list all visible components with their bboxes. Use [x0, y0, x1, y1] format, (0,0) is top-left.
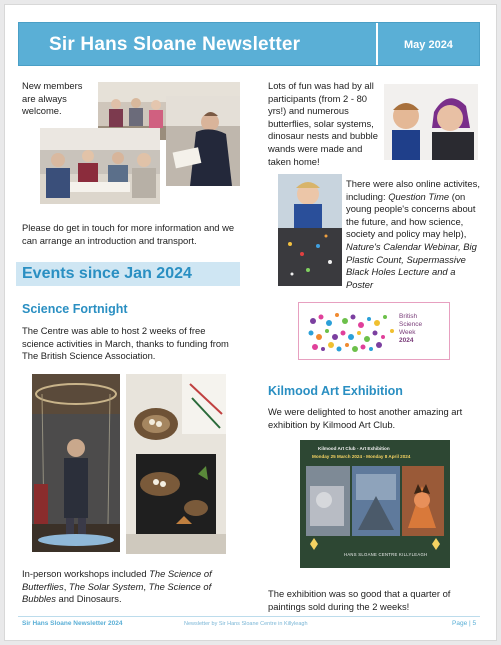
footer-newsletter-name: Sir Hans Sloane Newsletter 2024	[22, 620, 123, 627]
footer-credit: Newsletter by Sir Hans Sloane Centre in Killyleagh	[184, 621, 308, 627]
intro-text: New members are always welcome.	[22, 80, 83, 117]
events-heading: Events since Jan 2024	[22, 265, 192, 282]
bubble-workshop-photo	[32, 374, 120, 552]
kilmood-heading: Kilmood Art Exhibition	[268, 384, 403, 398]
footer-divider	[18, 616, 480, 617]
science-fortnight-text: The Centre was able to host 2 weeks of free science activities in March, thanks to funding from The British Science Association.	[22, 325, 229, 362]
woman-writing-photo	[166, 96, 240, 186]
workshops-end: .	[118, 593, 122, 605]
page-number: Page | 5	[452, 620, 477, 627]
online-end: and a Poster	[346, 266, 456, 290]
workshops-separator: ,	[63, 580, 69, 592]
poster-title: Kilmood Art Club - Art Exhibition	[318, 446, 390, 451]
banner-divider	[376, 23, 378, 65]
events-heading-band	[16, 262, 240, 286]
bsw-line: Science	[399, 321, 423, 328]
bsw-wordmark	[399, 313, 422, 345]
workshops-and: and	[55, 593, 77, 605]
exhibition-result-text: The exhibition was so good that a quarter of paintings sold during the 2 weeks!	[268, 588, 451, 612]
bsw-dot-graphic	[299, 303, 451, 361]
art-exhibition-poster	[300, 440, 450, 568]
online-activities-text	[346, 178, 480, 291]
kilmood-text: We were delighted to host another amazing art exhibition by Kilmood Art Club.	[268, 406, 463, 430]
bsw-line: British	[399, 313, 418, 320]
workshop-solar-system: The Solar System	[68, 580, 144, 592]
workshops-text	[22, 568, 234, 606]
workshops-lead: In-person workshops included	[22, 568, 150, 579]
online-question-time-note: (on young people's concerns about the future, and how science, society and policy may help),	[346, 190, 476, 240]
issue-date: May 2024	[404, 39, 453, 51]
online-lead: There were also online activites, including:	[346, 178, 480, 202]
poster-artwork	[300, 440, 450, 568]
poster-venue: HANS SLOANE CENTRE KILLYLEAGH	[344, 552, 428, 557]
fun-text: Lots of fun was had by all participants (from 2 - 80 yrs!) and numerous butterflies, solar systems, dinosaur nests and bubble wands were made and taken home!	[268, 80, 378, 167]
online-question-time: Question Time	[388, 190, 450, 202]
newsletter-title: Sir Hans Sloane Newsletter	[49, 34, 301, 55]
bsw-line: Week	[399, 329, 416, 336]
selfie-photo	[384, 84, 478, 160]
workshop-bubbles: The Science of Bubbles	[22, 580, 212, 605]
craft-table-photo	[40, 128, 160, 204]
poster-dates: Monday 25 March 2024 - Monday 8 April 2024	[312, 454, 411, 459]
contact-text: Please do get in touch for more information and we can arrange an introduction and transport.	[22, 222, 235, 246]
workshop-butterflies: The Science of Butterflies	[22, 568, 212, 592]
bsw-year: 2024	[399, 337, 414, 344]
child-activity-photo	[278, 174, 342, 286]
workshops-separator: ,	[143, 580, 149, 592]
science-fortnight-heading: Science Fortnight	[22, 302, 128, 316]
workshop-dinosaurs: Dinosaurs	[76, 593, 119, 605]
british-science-week-logo	[298, 302, 450, 360]
newsletter-banner	[18, 22, 480, 66]
dinosaur-nest-photo	[126, 374, 226, 554]
online-events-list: Nature's Calendar Webinar, Big Plastic Count, Supermassive Black Holes Lecture	[346, 240, 477, 278]
